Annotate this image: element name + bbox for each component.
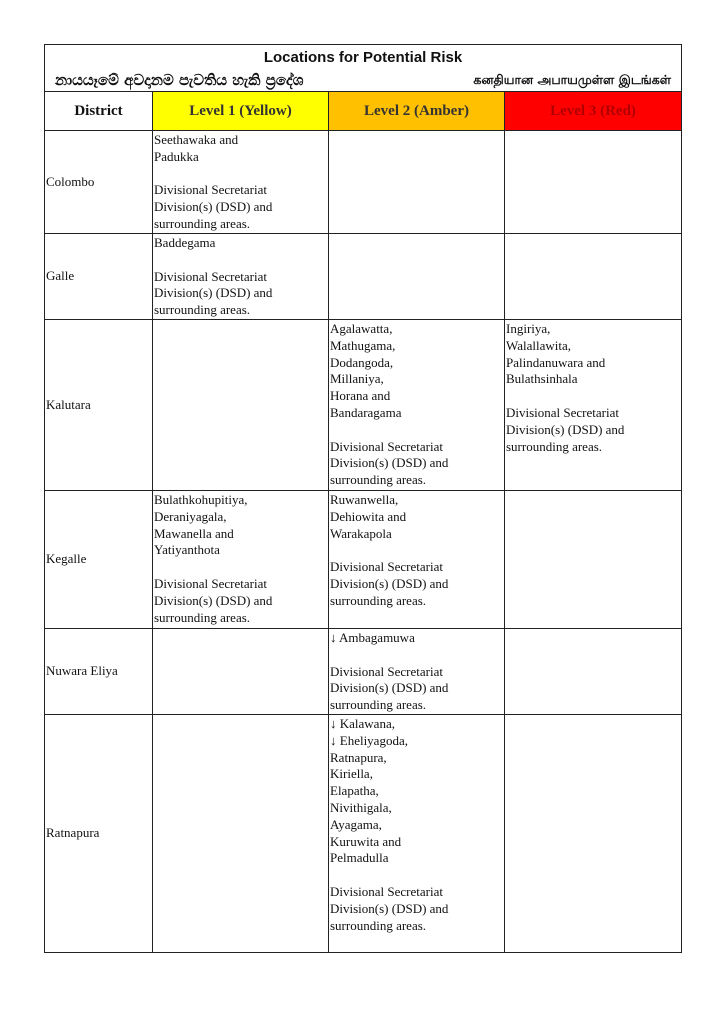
- dsd-note-line: Divisional Secretariat: [154, 575, 267, 591]
- level-2-cell: [329, 490, 505, 628]
- place-name: Millaniya,: [330, 371, 384, 387]
- dsd-note: [154, 182, 327, 232]
- dsd-note-line: surrounding areas.: [330, 917, 427, 933]
- level-1-cell: [153, 628, 329, 714]
- level-3-cell: [505, 714, 682, 952]
- place-name: Elapatha,: [330, 783, 379, 799]
- district-cell: Nuwara Eliya: [45, 628, 153, 714]
- place-name: Pelmadulla: [330, 850, 389, 866]
- risk-locations-table: [44, 44, 682, 953]
- header-district: District: [45, 92, 153, 131]
- level-1-cell: [153, 714, 329, 952]
- risk-locations-sheet: [44, 44, 681, 953]
- place-name: Nivithigala,: [330, 799, 392, 815]
- place-name: Horana and: [330, 388, 391, 404]
- place-name: Mathugama,: [330, 337, 396, 353]
- level-1-cell: [153, 131, 329, 234]
- dsd-note-line: Division(s) (DSD) and: [506, 421, 625, 437]
- level-3-cell: [505, 490, 682, 628]
- level-1-cell: [153, 234, 329, 320]
- place-name: Warakapola: [330, 525, 392, 541]
- dsd-note-line: Division(s) (DSD) and: [330, 575, 449, 591]
- level-1-cell: [153, 490, 329, 628]
- dsd-note-line: Divisional Secretariat: [330, 438, 443, 454]
- level-2-cell: [329, 319, 505, 490]
- table-title: [45, 45, 682, 92]
- dsd-note-line: surrounding areas.: [330, 592, 427, 608]
- place-name: Deraniyagala,: [154, 508, 227, 524]
- dsd-note-line: Division(s) (DSD) and: [330, 680, 449, 696]
- place-name: Padukka: [154, 148, 199, 164]
- level-2-cell: [329, 714, 505, 952]
- dsd-note-line: surrounding areas.: [154, 609, 251, 625]
- level-2-cell: [329, 234, 505, 320]
- table-row: [45, 131, 682, 234]
- dsd-note-line: Division(s) (DSD) and: [154, 285, 273, 301]
- place-name: Bandaragama: [330, 404, 402, 420]
- dsd-note-line: Divisional Secretariat: [330, 559, 443, 575]
- place-name: Bulathkohupitiya,: [154, 491, 248, 507]
- table-row: [45, 490, 682, 628]
- place-name: Ingiriya,: [506, 320, 551, 336]
- place-name: Yatiyanthota: [154, 542, 220, 558]
- dsd-note: [154, 576, 327, 626]
- table-body: [45, 131, 682, 953]
- district-cell: Galle: [45, 234, 153, 320]
- dsd-note-line: Divisional Secretariat: [154, 268, 267, 284]
- dsd-note-line: Division(s) (DSD) and: [154, 592, 273, 608]
- level-3-cell: [505, 628, 682, 714]
- dsd-note-line: surrounding areas.: [330, 697, 427, 713]
- place-list: [154, 235, 327, 252]
- place-list: [154, 132, 327, 166]
- level-3-cell: [505, 319, 682, 490]
- dsd-note-line: surrounding areas.: [330, 472, 427, 488]
- place-name: Agalawatta,: [330, 320, 393, 336]
- table-row: [45, 628, 682, 714]
- place-name: Ruwanwella,: [330, 491, 399, 507]
- place-list: [154, 492, 327, 559]
- dsd-note: [330, 439, 503, 489]
- header-row: [45, 92, 682, 131]
- district-cell: Kegalle: [45, 490, 153, 628]
- place-name: Dodangoda,: [330, 354, 394, 370]
- place-name: Seethawaka and: [154, 132, 239, 147]
- dsd-note-line: Divisional Secretariat: [506, 404, 619, 420]
- dsd-note-line: Division(s) (DSD) and: [154, 199, 273, 215]
- title-tamil: கனதியான அபாயமுள்ள இடங்கள்: [473, 71, 672, 87]
- dsd-note: [330, 559, 503, 609]
- place-name: Dehiowita and: [330, 508, 407, 524]
- dsd-note: [154, 269, 327, 319]
- place-name: Ayagama,: [330, 816, 382, 832]
- place-name: Kuruwita and: [330, 833, 402, 849]
- district-cell: Ratnapura: [45, 714, 153, 952]
- dsd-note-line: Divisional Secretariat: [330, 883, 443, 899]
- header-level-2: Level 2 (Amber): [329, 92, 505, 131]
- place-list: [330, 716, 503, 867]
- title-english: Locations for Potential Risk: [263, 49, 463, 66]
- dsd-note-line: Division(s) (DSD) and: [330, 900, 449, 916]
- dsd-note-line: surrounding areas.: [154, 215, 251, 231]
- dsd-note: [330, 664, 503, 714]
- place-name: Bulathsinhala: [506, 371, 578, 387]
- table-row: [45, 319, 682, 490]
- place-name: ↓ Kalawana,: [330, 715, 395, 731]
- level-3-cell: [505, 131, 682, 234]
- district-cell: Kalutara: [45, 319, 153, 490]
- place-list: [506, 321, 680, 388]
- header-level-1: Level 1 (Yellow): [153, 92, 329, 131]
- table-row: [45, 234, 682, 320]
- dsd-note: [330, 884, 503, 934]
- level-2-cell: [329, 131, 505, 234]
- title-sinhala: නායයෑමේ අවදානම පැවතිය හැකි ප්‍රදේශ: [55, 71, 304, 89]
- header-level-3: Level 3 (Red): [505, 92, 682, 131]
- dsd-note-line: surrounding areas.: [154, 302, 251, 318]
- dsd-note-line: Divisional Secretariat: [154, 182, 267, 198]
- dsd-note: [506, 405, 680, 455]
- place-list: [330, 630, 503, 647]
- place-name: Baddegama: [154, 235, 216, 250]
- dsd-note-line: surrounding areas.: [506, 438, 603, 454]
- place-name: Ratnapura,: [330, 749, 387, 765]
- place-name: Palindanuwara and: [506, 354, 606, 370]
- table-row: [45, 714, 682, 952]
- place-list: [330, 492, 503, 542]
- place-name: Mawanella and: [154, 525, 234, 541]
- dsd-note-line: Division(s) (DSD) and: [330, 455, 449, 471]
- place-name: Walallawita,: [506, 337, 572, 353]
- place-list: [330, 321, 503, 422]
- level-3-cell: [505, 234, 682, 320]
- place-name: ↓ Ambagamuwa: [330, 629, 415, 645]
- level-1-cell: [153, 319, 329, 490]
- place-name: ↓ Eheliyagoda,: [330, 732, 408, 748]
- dsd-note-line: Divisional Secretariat: [330, 663, 443, 679]
- place-name: Kiriella,: [330, 766, 373, 782]
- district-cell: Colombo: [45, 131, 153, 234]
- level-2-cell: [329, 628, 505, 714]
